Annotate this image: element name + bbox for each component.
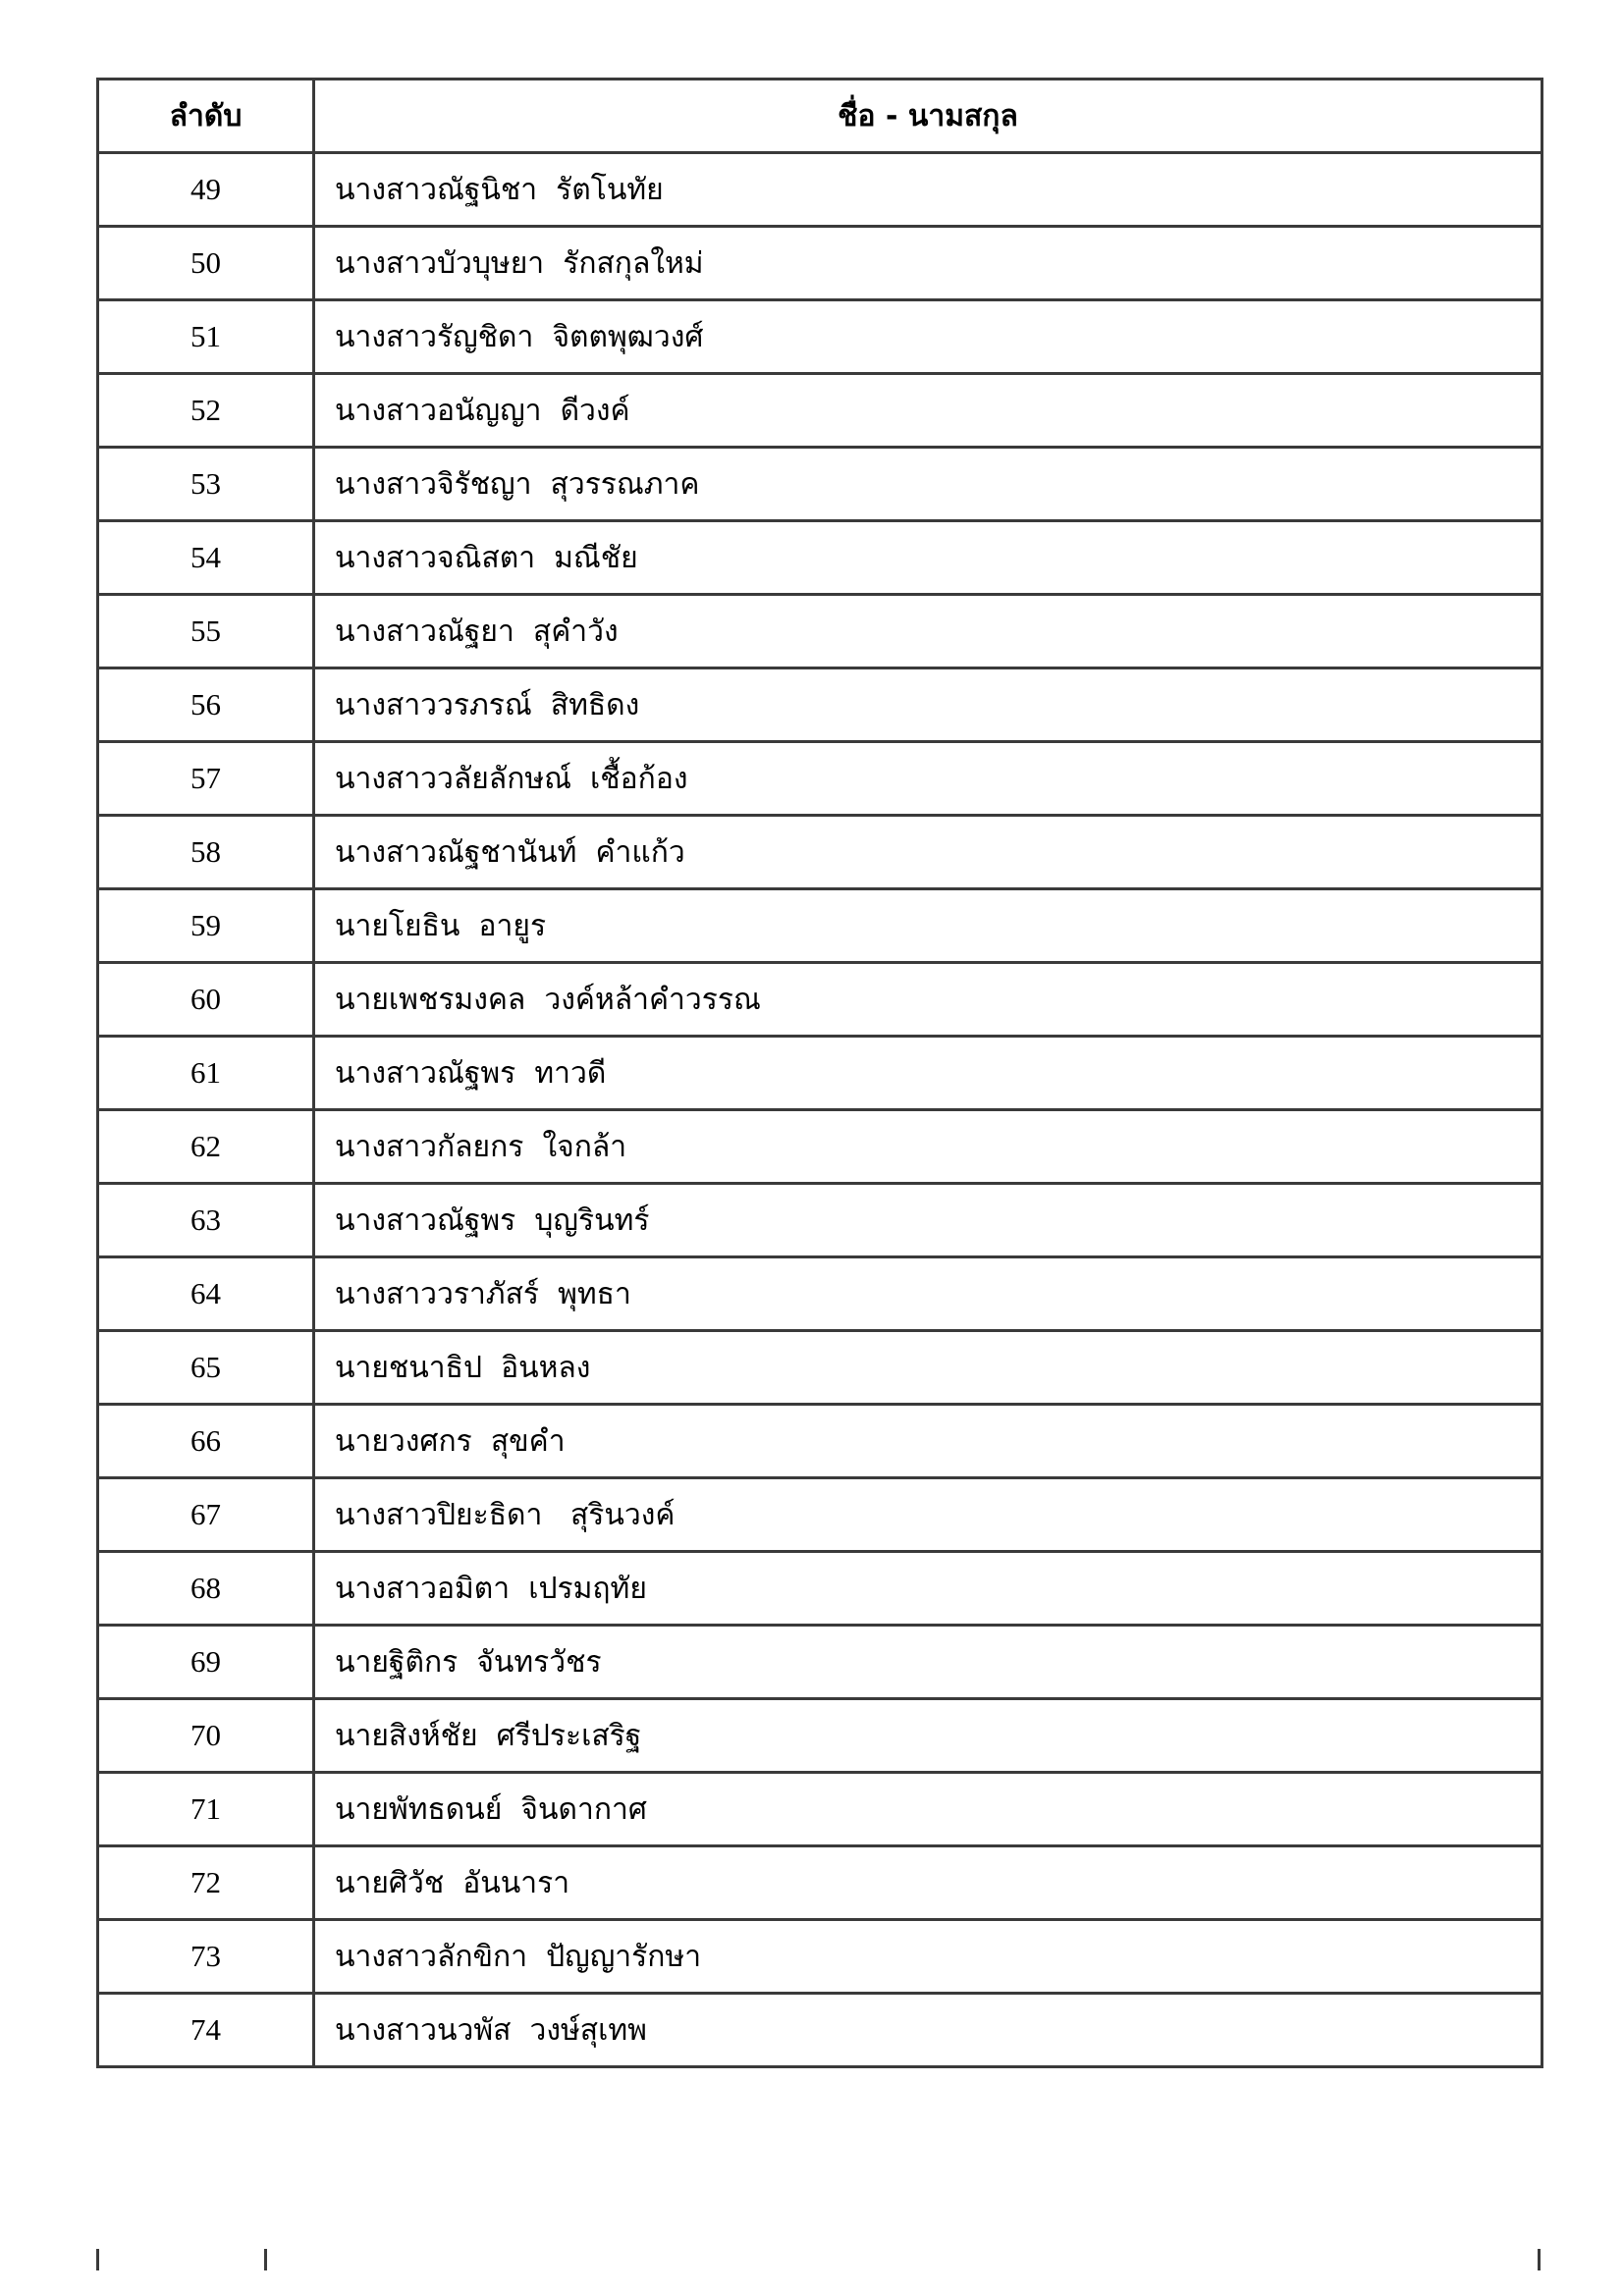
table-row [98, 963, 1542, 1037]
row-order-number: 57 [98, 742, 314, 816]
table-header [98, 80, 1542, 153]
row-full-name: นางสาวนวพัส วงษ์สุเทพ [314, 1994, 1542, 2067]
table-row [98, 889, 1542, 963]
row-order-number: 63 [98, 1184, 314, 1257]
row-order-number: 55 [98, 595, 314, 668]
row-full-name: นางสาวณัฐชานันท์ คำแก้ว [314, 816, 1542, 889]
table-row [98, 1994, 1542, 2067]
table-row [98, 595, 1542, 668]
table-row [98, 1331, 1542, 1405]
table-row [98, 1184, 1542, 1257]
table-row [98, 1110, 1542, 1184]
row-order-number: 51 [98, 300, 314, 374]
row-order-number: 56 [98, 668, 314, 742]
row-full-name: นางสาวปิยะธิดา สุรินวงค์ [314, 1478, 1542, 1552]
table-row [98, 1626, 1542, 1699]
row-order-number: 74 [98, 1994, 314, 2067]
table-row [98, 521, 1542, 595]
row-order-number: 72 [98, 1846, 314, 1920]
order-column-header: ลำดับ [98, 80, 314, 153]
row-full-name: นายศิวัช อันนารา [314, 1846, 1542, 1920]
table-row [98, 1773, 1542, 1846]
row-full-name: นายวงศกร สุขคำ [314, 1405, 1542, 1478]
table-row [98, 1478, 1542, 1552]
table-border-tail-left [96, 2249, 99, 2270]
table-border-tail-right [1538, 2249, 1541, 2270]
row-full-name: นายโยธิน อายูร [314, 889, 1542, 963]
row-order-number: 67 [98, 1478, 314, 1552]
row-full-name: นางสาวลักขิกา ปัญญารักษา [314, 1920, 1542, 1994]
row-full-name: นางสาววรภรณ์ สิทธิดง [314, 668, 1542, 742]
row-full-name: นางสาวอมิตา เปรมฤทัย [314, 1552, 1542, 1626]
row-full-name: นางสาวจณิสตา มณีชัย [314, 521, 1542, 595]
row-full-name: นายฐิติกร จันทรวัชร [314, 1626, 1542, 1699]
table-body [98, 153, 1542, 2067]
table-row [98, 1257, 1542, 1331]
row-full-name: นางสาววราภัสร์ พุทธา [314, 1257, 1542, 1331]
row-order-number: 66 [98, 1405, 314, 1478]
table-row [98, 374, 1542, 448]
row-order-number: 62 [98, 1110, 314, 1184]
row-full-name: นางสาวจิรัชญา สุวรรณภาค [314, 448, 1542, 521]
table-row [98, 1846, 1542, 1920]
row-full-name: นางสาวณัฐพร บุญรินทร์ [314, 1184, 1542, 1257]
row-order-number: 58 [98, 816, 314, 889]
row-order-number: 59 [98, 889, 314, 963]
table-row [98, 1920, 1542, 1994]
row-order-number: 69 [98, 1626, 314, 1699]
row-order-number: 61 [98, 1037, 314, 1110]
name-column-header: ชื่อ - นามสกุล [314, 80, 1542, 153]
row-order-number: 53 [98, 448, 314, 521]
row-order-number: 65 [98, 1331, 314, 1405]
row-order-number: 73 [98, 1920, 314, 1994]
row-order-number: 49 [98, 153, 314, 227]
table-row [98, 742, 1542, 816]
row-order-number: 71 [98, 1773, 314, 1846]
table-row [98, 1552, 1542, 1626]
row-full-name: นายพัทธดนย์ จินดากาศ [314, 1773, 1542, 1846]
row-order-number: 68 [98, 1552, 314, 1626]
table-border-tail-middle [264, 2249, 267, 2270]
row-full-name: นายเพชรมงคล วงค์หล้าคำวรรณ [314, 963, 1542, 1037]
name-list-table [96, 78, 1543, 2068]
row-full-name: นางสาวกัลยกร ใจกล้า [314, 1110, 1542, 1184]
table-row [98, 668, 1542, 742]
row-full-name: นางสาวบัวบุษยา รักสกุลใหม่ [314, 227, 1542, 300]
row-order-number: 64 [98, 1257, 314, 1331]
row-full-name: นางสาวอนัญญา ดีวงค์ [314, 374, 1542, 448]
row-order-number: 52 [98, 374, 314, 448]
table-row [98, 448, 1542, 521]
table-row [98, 153, 1542, 227]
row-full-name: นางสาวณัฐพร ทาวดี [314, 1037, 1542, 1110]
row-order-number: 50 [98, 227, 314, 300]
table-row [98, 1699, 1542, 1773]
row-full-name: นางสาวณัฐยา สุคำวัง [314, 595, 1542, 668]
table-row [98, 300, 1542, 374]
table-row [98, 227, 1542, 300]
header-row [98, 80, 1542, 153]
row-full-name: นางสาวณัฐนิชา รัตโนทัย [314, 153, 1542, 227]
row-order-number: 60 [98, 963, 314, 1037]
row-order-number: 54 [98, 521, 314, 595]
table-row [98, 1037, 1542, 1110]
document-page [96, 78, 1541, 2252]
row-full-name: นายชนาธิป อินหลง [314, 1331, 1542, 1405]
table-row [98, 1405, 1542, 1478]
row-order-number: 70 [98, 1699, 314, 1773]
row-full-name: นายสิงห์ชัย ศรีประเสริฐ [314, 1699, 1542, 1773]
row-full-name: นางสาววลัยลักษณ์ เชื้อก้อง [314, 742, 1542, 816]
table-row [98, 816, 1542, 889]
row-full-name: นางสาวรัญชิดา จิตตพุฒวงศ์ [314, 300, 1542, 374]
